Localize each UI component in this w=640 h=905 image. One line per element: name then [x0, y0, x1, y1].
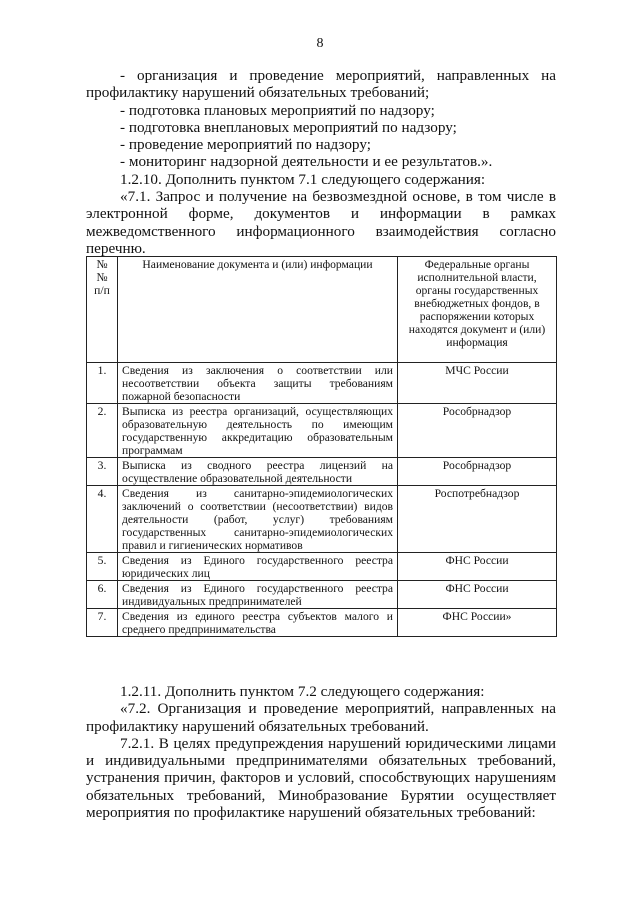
row-authority: ФНС России» — [398, 609, 557, 637]
paragraph: - проведение мероприятий по надзору; — [120, 136, 371, 154]
row-document-name: Сведения из заключения о соответствии или несоответствии объекта защиты требованиям пожарной безопасности — [118, 363, 398, 404]
table-row — [87, 553, 557, 581]
paragraph: - организация и проведение мероприятий, направленных на профилактику нарушений обязательных требований; — [86, 67, 556, 102]
table-row — [87, 363, 557, 404]
table-row — [87, 486, 557, 553]
paragraph: - подготовка внеплановых мероприятий по надзору; — [120, 118, 457, 136]
body-text-bottom — [86, 683, 556, 821]
row-document-name: Сведения из санитарно-эпидемиологических заключений о соответствии (несоответствии) видов деятельности (работ, услуг) требованиям государственных санитарно-эпидемиологических правил и гигиенических нормативов — [118, 486, 398, 553]
documents-table — [86, 256, 557, 637]
paragraph: 7.2.1. В целях предупреждения нарушений юридическими лицами и индивидуальными предпринимателями обязательных требований, устранения причин, факторов и условий, способствующих нарушениям обязательных требований, Минобразование Бурятии осуществляет мероприятия по профилактике нарушений обязательных требований: — [86, 734, 556, 822]
row-num: 3. — [87, 458, 118, 486]
row-document-name: Сведения из единого реестра субъектов малого и среднего предпринимательства — [118, 609, 398, 637]
paragraph: - подготовка плановых мероприятий по надзору; — [120, 101, 435, 119]
paragraph: «7.1. Запрос и получение на безвозмездной основе, в том числе в электронной форме, документов и информации в рамках межведомственного информационного взаимодействия согласно перечню. — [86, 188, 556, 257]
table-row — [87, 458, 557, 486]
paragraph: 1.2.10. Дополнить пунктом 7.1 следующего содержания: — [120, 170, 486, 188]
page-number: 8 — [316, 36, 324, 51]
row-document-name: Выписка из реестра организаций, осуществляющих образовательную деятельность по имеющим государственную аккредитацию образовательным программам — [118, 404, 398, 458]
header-document-name: Наименование документа и (или) информации — [118, 257, 398, 363]
row-num: 7. — [87, 609, 118, 637]
paragraph: - мониторинг надзорной деятельности и ее результатов.». — [120, 153, 493, 171]
row-num: 4. — [87, 486, 118, 553]
row-document-name: Выписка из сводного реестра лицензий на осуществление образовательной деятельности — [118, 458, 398, 486]
row-authority: Рособрнадзор — [398, 404, 557, 458]
table-header-row — [87, 257, 557, 363]
paragraph: «7.2. Организация и проведение мероприятий, направленных на профилактику нарушений обязательных требований. — [86, 700, 556, 735]
row-document-name: Сведения из Единого государственного реестра индивидуальных предпринимателей — [118, 581, 398, 609]
row-authority: Рособрнадзор — [398, 458, 557, 486]
row-num: 1. — [87, 363, 118, 404]
header-num: №№ п/п — [87, 257, 118, 363]
row-authority: Роспотребнадзор — [398, 486, 557, 553]
body-text-top — [86, 67, 556, 257]
table-row — [87, 581, 557, 609]
row-authority: ФНС России — [398, 581, 557, 609]
row-num: 2. — [87, 404, 118, 458]
row-authority: МЧС России — [398, 363, 557, 404]
header-authority: Федеральные органы исполнительной власти, органы государственных внебюджетных фондов, в распоряжении которых находятся документ и (или) информация — [398, 257, 557, 363]
row-num: 6. — [87, 581, 118, 609]
table-row — [87, 609, 557, 637]
row-authority: ФНС России — [398, 553, 557, 581]
table-row — [87, 404, 557, 458]
row-document-name: Сведения из Единого государственного реестра юридических лиц — [118, 553, 398, 581]
paragraph: 1.2.11. Дополнить пунктом 7.2 следующего содержания: — [120, 683, 485, 700]
row-num: 5. — [87, 553, 118, 581]
